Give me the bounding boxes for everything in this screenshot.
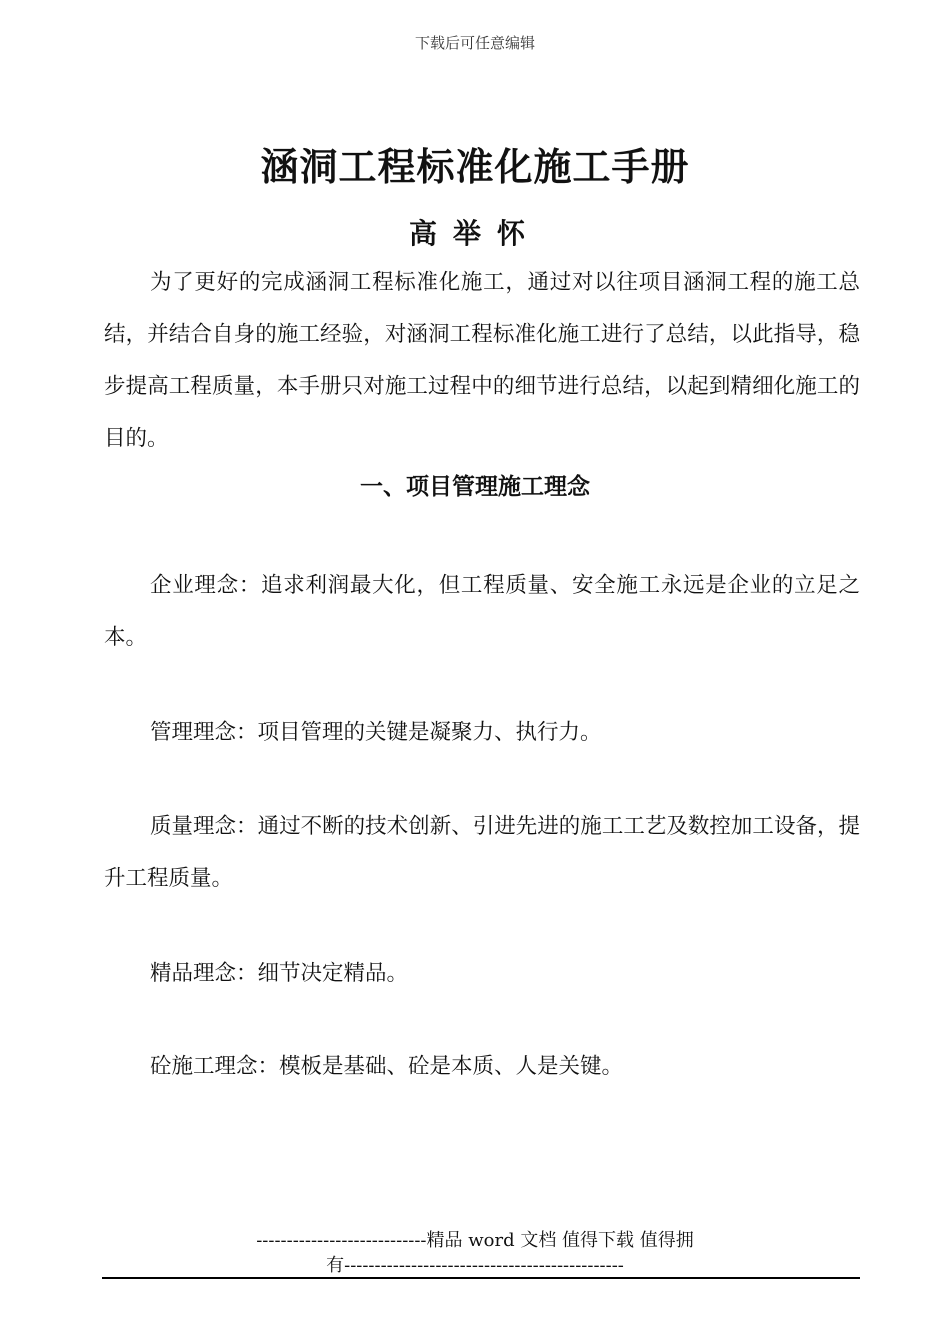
footer-line-2: 有----------------------------------------------	[326, 1255, 624, 1276]
header-note: 下载后可任意编辑	[414, 34, 535, 52]
paragraph-quality-concept: 质量理念：通过不断的技术创新、引进先进的施工工艺及数控加工设备，提升工程质量。	[104, 814, 860, 891]
footer-divider	[102, 1277, 860, 1279]
paragraph-fine-product-concept: 精品理念：细节决定精品。	[150, 961, 409, 986]
paragraph-concrete-concept: 砼施工理念：模板是基础、砼是本质、人是关键。	[150, 1054, 624, 1079]
paragraph-management-concept: 管理理念：项目管理的关键是凝聚力、执行力。	[150, 720, 602, 745]
section-heading: 一、项目管理施工理念	[360, 473, 590, 500]
footer-line-1: ----------------------------精品 word 文档 值得下载 值得拥	[256, 1230, 694, 1251]
footer-note	[0, 1228, 950, 1278]
intro-paragraph: 为了更好的完成涵洞工程标准化施工，通过对以往项目涵洞工程的施工总结，并结合自身的施工经验，对涵洞工程标准化施工进行了总结，以此指导，稳步提高工程质量，本手册只对施工过程中的细节进行总结，以起到精细化施工的目的。	[104, 270, 860, 451]
document-title: 涵洞工程标准化施工手册	[260, 144, 690, 189]
document-author: 高举怀	[408, 217, 541, 250]
paragraph-enterprise-concept: 企业理念：追求利润最大化，但工程质量、安全施工永远是企业的立足之本。	[104, 573, 860, 650]
